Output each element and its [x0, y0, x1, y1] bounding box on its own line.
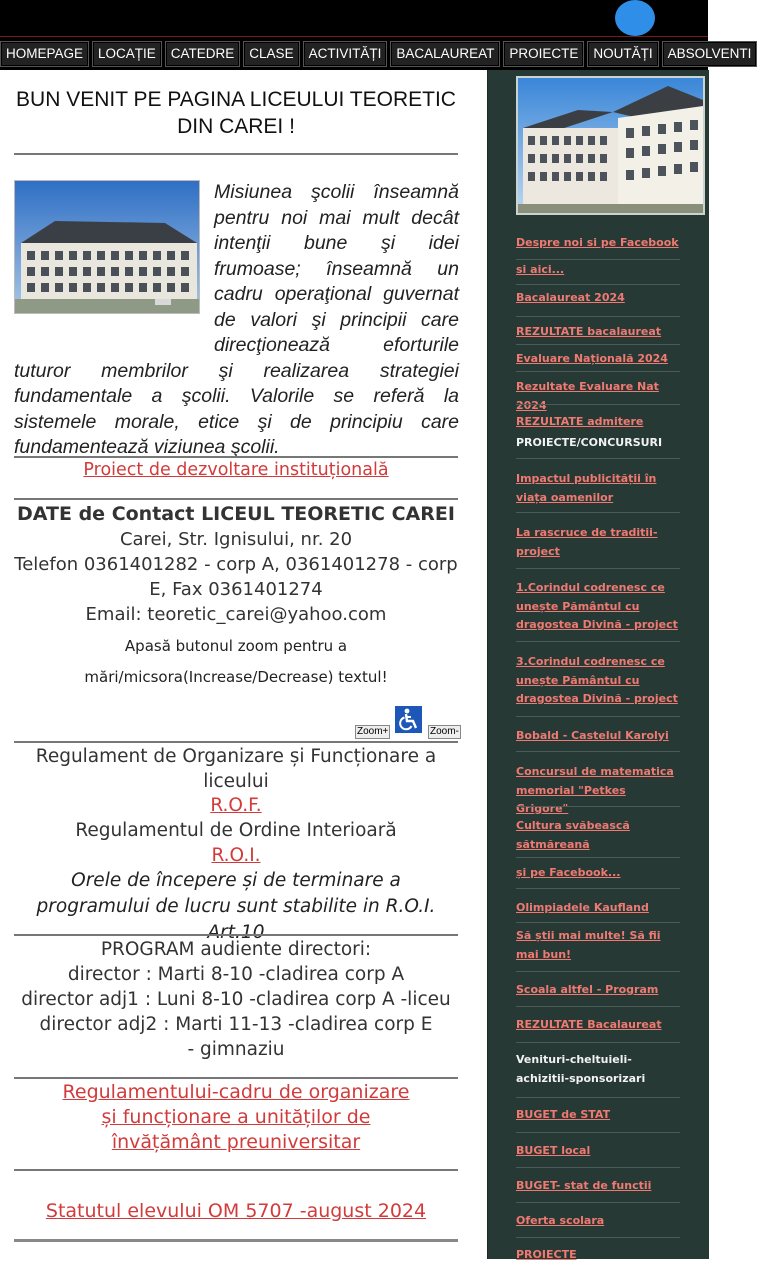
sidebar-link-bobald[interactable]: Bobald - Castelul Karolyi — [516, 729, 669, 742]
zoom-out-button[interactable]: Zoom- — [430, 726, 459, 737]
sidebar-separator — [516, 922, 680, 923]
sidebar-separator — [516, 344, 680, 345]
mission-text: Misiunea şcolii înseamnă pentru noi mai mult decât intenţii bune şi idei frumoase; înseamnă un cadru operaţional guvernat de valori şi principii care direcţionează eforturile tuturor membrilor şi realizarea strategiei fundamentale a şcolii. Valorile se referă la sistemele morale, etice şi de principiu care fundamentează viziunea şcolii. — [14, 181, 459, 458]
sidebar-separator — [516, 971, 680, 972]
divider — [14, 498, 458, 500]
rof-link[interactable]: R.O.F. — [210, 795, 262, 816]
sidebar-link-rezultate-bac[interactable]: REZULTATE bacalaureat — [516, 325, 662, 338]
sidebar-separator — [516, 316, 680, 317]
sidebar-link-rezultate-bacalaureat[interactable]: REZULTATE Bacalaureat — [516, 1018, 662, 1031]
roi-link-wrap — [14, 844, 458, 868]
sidebar-link-scoala-altfel[interactable]: Scoala altfel - Program — [516, 983, 659, 996]
audience-director: director : Marti 8-10 -cladirea corp A — [67, 964, 405, 985]
framework-link-wrap — [14, 1080, 458, 1155]
accessibility-icon[interactable] — [395, 706, 422, 733]
project-link-wrap — [14, 458, 458, 482]
sidebar-link-oferta-scolara[interactable]: Oferta scolara — [516, 1214, 605, 1227]
nav-absolventi[interactable]: ABSOLVENTI — [662, 41, 758, 67]
sidebar-link-corindul-1[interactable]: 1.Corindul codrenesc ce unește Pământul cu dragostea Divină - project — [516, 581, 678, 631]
sidebar-separator — [516, 284, 680, 285]
school-photo-frame — [14, 180, 214, 358]
sidebar-link-evaluare-2024[interactable]: Evaluare Națională 2024 — [516, 352, 668, 365]
institutional-development-link[interactable]: Proiect de dezvoltare instituțională — [83, 460, 389, 480]
sidebar-separator — [516, 1006, 680, 1007]
sidebar-separator — [516, 1237, 680, 1238]
sidebar-link-buget-stat[interactable]: BUGET de STAT — [516, 1108, 611, 1121]
sidebar-link-si-pe-facebook[interactable]: și pe Facebook... — [516, 866, 621, 879]
sidebar-separator — [516, 1097, 680, 1098]
sidebar-heading-venituri: Venituri-cheltuieli-achizitii-sponsorizari — [516, 1053, 646, 1085]
sidebar-separator — [516, 458, 680, 459]
sidebar-link-sa-stii-mai-multe[interactable]: Să știi mai multe! Să fii mai bun! — [516, 929, 661, 961]
sidebar-separator — [516, 568, 680, 569]
sidebar-separator — [516, 751, 680, 752]
divider — [14, 741, 458, 743]
sidebar-separator — [516, 1202, 680, 1203]
sidebar-separator — [516, 716, 680, 717]
zoom-hint-line1: Apasă butonul zoom pentru a — [124, 637, 348, 655]
framework-regulation-link[interactable]: Regulamentului-cadru de organizare și funcționare a unităților de învățământ preuniversitar — [62, 1081, 410, 1153]
sidebar-separator — [516, 641, 680, 642]
sidebar-separator — [516, 1042, 680, 1043]
student-statute-link[interactable]: Statutul elevului OM 5707 -august 2024 — [45, 1200, 427, 1222]
sidebar-link-bacalaureat-2024[interactable]: Bacalaureat 2024 — [516, 291, 625, 304]
program-hours-text: Orele de începere și de terminare a programului de lucru sunt stabilite in R.O.I. Art.10 — [36, 870, 436, 943]
contact-address: Carei, Str. Ignisului, nr. 20 — [119, 529, 353, 550]
mission-block — [14, 180, 459, 461]
rof-text: Regulament de Organizare și Funcționare a liceului — [35, 746, 437, 792]
nav-clase[interactable]: CLASE — [243, 41, 299, 67]
sidebar-separator — [516, 806, 680, 807]
sidebar-separator — [516, 371, 680, 372]
nav-bacalaureat[interactable]: BACALAUREAT — [390, 41, 500, 67]
nav-homepage[interactable]: HOMEPAGE — [0, 41, 89, 67]
divider — [14, 1077, 458, 1079]
sidebar-separator — [516, 259, 680, 260]
sidebar-separator — [516, 857, 680, 858]
divider — [14, 153, 458, 155]
sidebar-separator — [516, 404, 680, 405]
nav-proiecte[interactable]: PROIECTE — [503, 41, 584, 67]
top-bar — [0, 0, 708, 36]
sidebar-separator — [516, 1132, 680, 1133]
divider — [14, 1239, 458, 1242]
contact-heading: DATE de Contact LICEUL TEORETIC CAREI — [17, 503, 455, 525]
statute-link-wrap — [14, 1198, 458, 1224]
sidebar-link-proiecte[interactable]: PROIECTE — [516, 1248, 577, 1261]
sidebar-separator — [516, 512, 680, 513]
sidebar-link-rezultate-admitere[interactable]: REZULTATE admitere — [516, 415, 644, 428]
school-photo — [14, 180, 200, 314]
sidebar-link-si-aici[interactable]: si aici... — [516, 263, 565, 276]
divider — [14, 1169, 458, 1171]
page-title: BUN VENIT PE PAGINA LICEULUI TEORETIC DIN CAREI ! — [16, 88, 456, 138]
sidebar-separator — [516, 1167, 680, 1168]
sidebar-link-rascruce[interactable]: La rascruce de traditii-project — [516, 526, 658, 558]
zoom-hint-line2: mări/micsora(Increase/Decrease) textul! — [84, 668, 388, 686]
nav-noutati[interactable]: NOUTĂȚI — [587, 41, 658, 67]
sidebar-link-concurs-matematica[interactable]: Concursul de matematica memorial "Petkes Grigore" — [516, 765, 674, 815]
contact-phone: Telefon 0361401282 - corp A, 0361401278 - corp E, Fax 0361401274 — [14, 554, 458, 600]
sidebar-link-corindul-3[interactable]: 3.Corindul codrenesc ce unește Pământul cu dragostea Divină - project — [516, 655, 678, 705]
audience-deputy2: director adj2 : Marti 11-13 -cladirea corp E - gimnaziu — [39, 1014, 433, 1060]
roi-text: Regulamentul de Ordine Interioară — [75, 820, 397, 841]
nav-locatie[interactable]: LOCAȚIE — [92, 41, 162, 67]
roi-link[interactable]: R.O.I. — [211, 845, 261, 866]
nav-activitati[interactable]: ACTIVITĂȚI — [303, 41, 388, 67]
sidebar-link-buget-stat-functii[interactable]: BUGET- stat de functii — [516, 1179, 652, 1192]
sidebar-link-buget-local[interactable]: BUGET local — [516, 1144, 591, 1157]
divider — [14, 934, 458, 936]
main-navigation — [0, 36, 752, 71]
nav-catedre[interactable]: CATEDRE — [165, 41, 241, 67]
sidebar-heading-proiecte: PROIECTE/CONCURSURI — [516, 436, 663, 449]
sidebar-link-olimpiadele-kaufland[interactable]: Olimpiadele Kaufland — [516, 901, 649, 914]
audience-deputy1: director adj1 : Luni 8-10 -cladirea corp A -liceu — [21, 989, 451, 1010]
sidebar-link-impactul-publicitatii[interactable]: Impactul publicității în viața oamenilor — [516, 472, 657, 504]
accent-circle-icon — [615, 0, 655, 36]
contact-email: Email: teoretic_carei@yahoo.com — [85, 604, 387, 625]
zoom-in-button[interactable]: Zoom+ — [357, 726, 389, 737]
sidebar-link-rezultate-evaluare[interactable]: Rezultate Evaluare Nat 2024 — [516, 380, 659, 412]
sidebar-link-cultura-svabeasca[interactable]: Cultura svăbească sătmăreană — [516, 819, 630, 851]
sidebar-separator — [516, 888, 680, 889]
audience-heading: PROGRAM audiente directori: — [100, 939, 372, 960]
rof-link-wrap — [14, 794, 458, 818]
sidebar-link-facebook[interactable]: Despre noi si pe Facebook — [516, 236, 679, 249]
sidebar-school-photo — [516, 76, 705, 215]
